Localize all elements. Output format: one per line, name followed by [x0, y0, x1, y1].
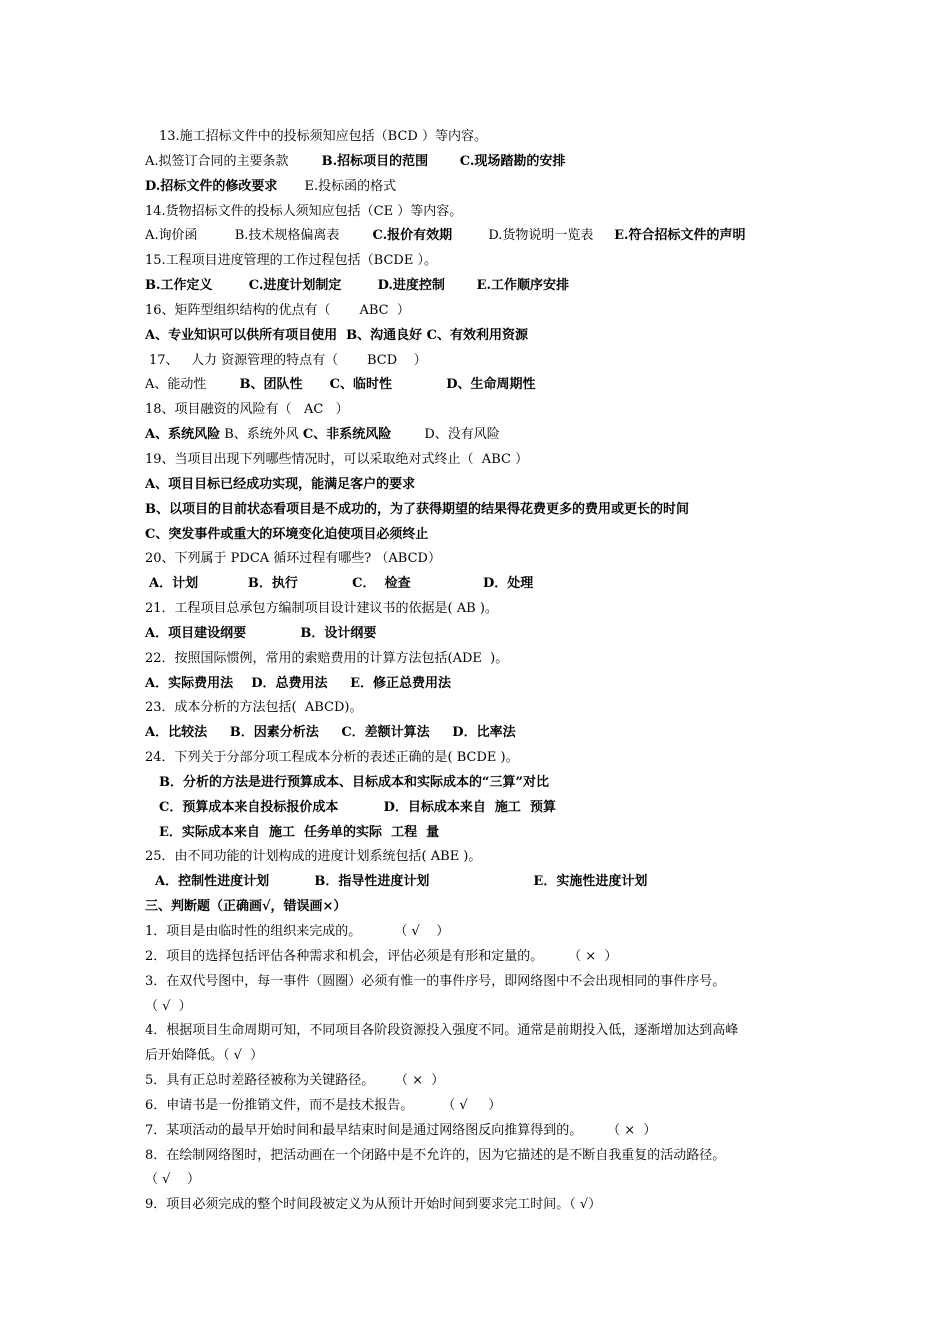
bold-text-run: C.报价有效期 [372, 228, 489, 244]
bold-text-run: A．比较法 B．因素分析法 C．差额计算法 D．比率法 [145, 725, 516, 741]
text-run: 17、 人力 资源管理的特点有（ BCD ） [149, 352, 427, 368]
text-line [145, 870, 825, 895]
text-run: 20、下列属于 PDCA 循环过程有哪些? （ABCD） [145, 551, 441, 567]
text-line [145, 224, 825, 249]
text-line [145, 1094, 825, 1119]
text-run: 22．按照国际惯例，常用的索赔费用的计算方法包括(ADE )。 [145, 650, 509, 666]
text-line [145, 398, 825, 423]
text-line [145, 1044, 825, 1069]
bold-text-run: A、专业知识可以供所有项目使用 B、沟通良好 C、有效利用资源 [145, 327, 528, 343]
bold-text-run: A．计划 B．执行 C． 检查 D．处理 [149, 576, 534, 592]
bold-text-run: A．实际费用法 D．总费用法 E．修正总费用法 [145, 675, 452, 691]
bold-text-run: B、团队性 C、临时性 D、生命周期性 [239, 377, 536, 393]
text-run: 6．申请书是一份推销文件，而不是技术报告。 （ √ ） [145, 1097, 502, 1113]
text-run: 16、矩阵型组织结构的优点有（ ABC ） [145, 302, 410, 318]
text-line [145, 473, 825, 498]
text-line [145, 423, 825, 448]
bold-text-run: B.招标项目的范围 C.现场踏勘的安排 [321, 153, 566, 169]
bold-text-run: C、突发事件或重大的环境变化迫使项目必须终止 [145, 526, 429, 542]
text-run: B、系统外风 [220, 427, 303, 443]
text-run: 21．工程项目总承包方编制项目设计建议书的依据是( AB )。 [145, 601, 498, 617]
text-line [145, 1019, 825, 1044]
text-line [145, 200, 825, 225]
text-run: 2．项目的选择包括评估各种需求和机会，评估必须是有形和定量的。 （ × ） [145, 948, 618, 964]
text-run: A.询价函 B.技术规格偏离表 [145, 228, 373, 244]
text-line [145, 125, 825, 150]
bold-text-run: A．控制性进度计划 B．指导性进度计划 E．实施性进度计划 [155, 874, 648, 890]
text-line [145, 970, 825, 995]
text-run: 3．在双代号图中，每一事件（圆圈）必须有惟一的事件序号，即网络图中不会出现相同的事件序号。 [145, 973, 726, 989]
text-line [145, 796, 825, 821]
text-line [145, 622, 825, 647]
text-line [145, 299, 825, 324]
text-line [145, 746, 825, 771]
text-line [145, 821, 825, 846]
text-run: 8．在绘制网络图时，把活动画在一个闭路中是不允许的，因为它描述的是不断自我重复的活动路径。 [145, 1147, 726, 1163]
text-line [145, 721, 825, 746]
text-line [145, 1168, 825, 1193]
text-run: D.货物说明一览表 [488, 228, 615, 244]
text-run: A、能动性 [145, 377, 240, 393]
text-run: E.投标函的格式 [304, 178, 397, 194]
text-run: 5．具有正总时差路径被称为关键路径。 （ × ） [145, 1073, 445, 1089]
text-line [145, 324, 825, 349]
text-line [145, 845, 825, 870]
text-line [145, 448, 825, 473]
text-line [145, 597, 825, 622]
bold-text-run: C、非系统风险 [302, 427, 392, 443]
text-run: D、没有风险 [391, 427, 500, 443]
text-run: 4．根据项目生命周期可知，不同项目各阶段资源投入强度不同。通常是前期投入低，逐渐增加达到高峰 [145, 1023, 739, 1039]
text-run: （ √ ） [145, 998, 192, 1014]
document-body [145, 125, 825, 1218]
text-line [145, 945, 825, 970]
text-line [145, 498, 825, 523]
text-line [145, 274, 825, 299]
text-line [145, 373, 825, 398]
text-line [145, 249, 825, 274]
bold-text-run: A、系统风险 [145, 427, 221, 443]
text-line [145, 995, 825, 1020]
bold-text-run: C．预算成本来自投标报价成本 D．目标成本来自 施工 预算 [159, 799, 556, 815]
text-run: （ √ ） [145, 1172, 200, 1188]
text-line [145, 647, 825, 672]
text-run: 24．下列关于分部分项工程成本分析的表述正确的是( BCDE )。 [145, 750, 519, 766]
text-run: 15.工程项目进度管理的工作过程包括（BCDE ）。 [145, 253, 437, 269]
bold-text-run: B．分析的方法是进行预算成本、目标成本和实际成本的“三算”对比 [159, 774, 549, 790]
text-run: 25．由不同功能的计划构成的进度计划系统包括( ABE )。 [145, 849, 482, 865]
text-line [145, 572, 825, 597]
text-run: 23．成本分析的方法包括( ABCD)。 [145, 700, 363, 716]
text-line [145, 150, 825, 175]
bold-text-run: B、以项目的目前状态看项目是不成功的，为了获得期望的结果得花费更多的费用或更长的时间 [145, 501, 689, 517]
text-run: A.拟签订合同的主要条款 [145, 153, 322, 169]
text-run: 9．项目必须完成的整个时间段被定义为从预计开始时间到要求完工时间。（ √） [145, 1197, 602, 1213]
text-run: 1．项目是由临时性的组织来完成的。 （ √ ） [145, 924, 450, 939]
text-line [145, 1119, 825, 1144]
text-line [145, 523, 825, 548]
text-line [145, 349, 825, 374]
text-run: 18、项目融资的风险有（ AC ） [145, 402, 349, 418]
bold-text-run: B.工作定义 C.进度计划制定 D.进度控制 E.工作顺序安排 [145, 278, 570, 294]
bold-text-run: A、项目目标已经成功实现，能满足客户的要求 [145, 476, 416, 492]
text-line [145, 895, 825, 920]
text-run: 7．某项活动的最早开始时间和最早结束时间是通过网络图反向推算得到的。 （ × ） [145, 1122, 657, 1138]
text-line [145, 696, 825, 721]
text-line [145, 672, 825, 697]
text-line [145, 1144, 825, 1169]
text-line [145, 1193, 825, 1218]
text-line [145, 920, 825, 945]
text-line [145, 175, 825, 200]
bold-text-run: D.招标文件的修改要求 [145, 178, 305, 194]
bold-text-run: A．项目建设纲要 B．设计纲要 [145, 625, 377, 641]
text-line [145, 547, 825, 572]
bold-text-run: E．实际成本来自 施工 任务单的实际 工程 量 [159, 824, 440, 840]
text-run: 14.货物招标文件的投标人须知应包括（CE ）等内容。 [145, 203, 463, 219]
text-run: 后开始降低。（ √ ） [145, 1048, 264, 1064]
bold-text-run: E.符合招标文件的声明 [614, 228, 746, 244]
bold-text-run: 三、判断题（正确画√，错误画×） [145, 899, 347, 915]
text-run: 19、当项目出现下列哪些情况时，可以采取绝对式终止（ ABC ） [145, 451, 529, 467]
text-line [145, 1069, 825, 1094]
text-line [145, 771, 825, 796]
text-run: 13.施工招标文件中的投标须知应包括（BCD ）等内容。 [159, 129, 487, 144]
